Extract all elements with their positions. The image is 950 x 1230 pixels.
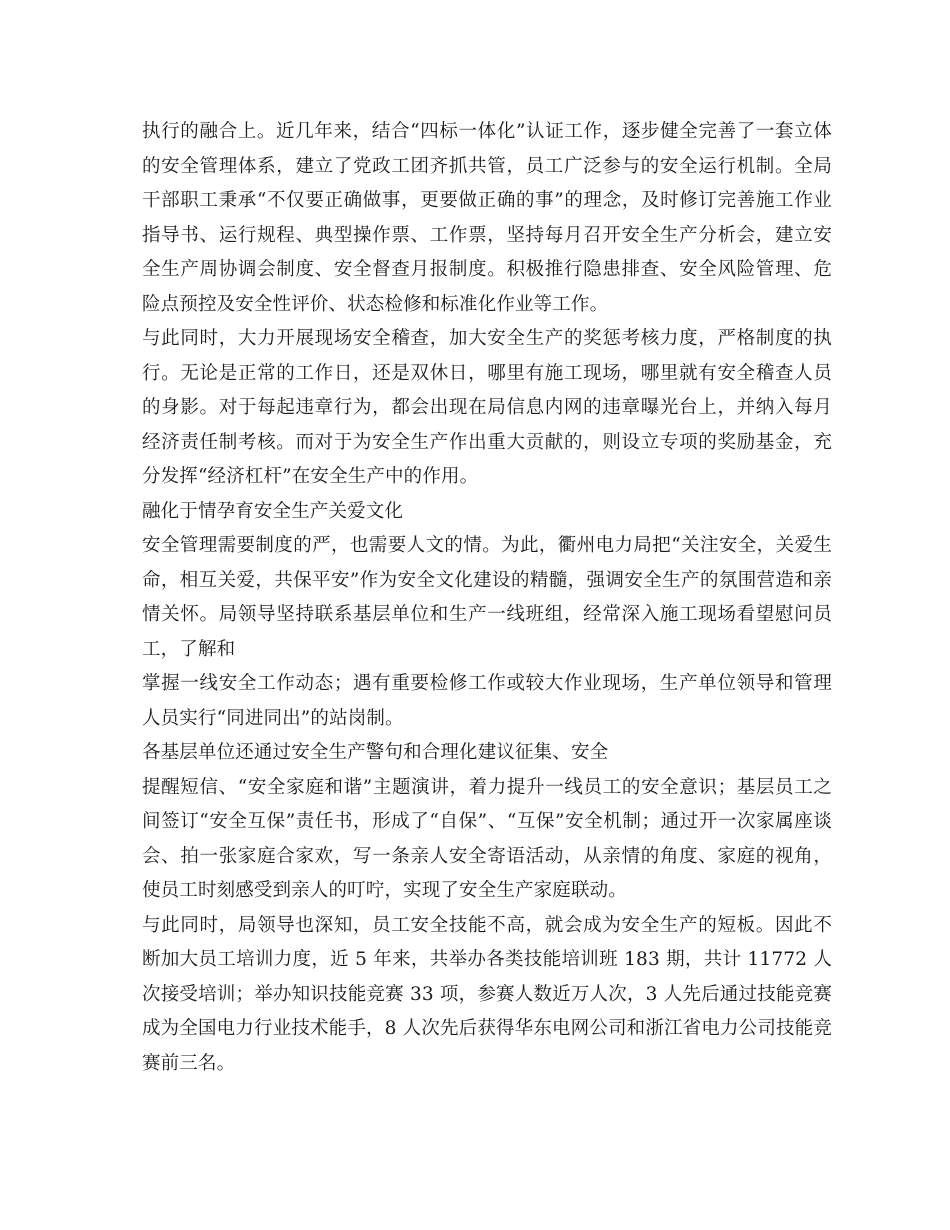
paragraph-humanistic-care: 安全管理需要制度的严，也需要人文的情。为此，衢州电力局把“关注安全，关爱生命，相互关爱，共保平安”作为安全文化建设的精髓，强调安全生产的氛围营造和亲情关怀。局领导坚持联系基层单位和生产一线班组，经常深入施工现场看望慰问员工，了解和: [142, 535, 832, 660]
paragraph-safety-management-system: 执行的融合上。近几年来，结合“四标一体化”认证工作，逐步健全完善了一套立体的安全管理体系，建立了党政工团齐抓共管，员工广泛参与的安全运行机制。全局干部职工秉承“不仅要正确做事，更要做正确的事”的理念，及时修订完善施工作业指导书、运行规程、典型操作票、工作票，坚持每月召开安全生产分析会，建立安全生产周协调会制度、安全督查月报制度。积极推行隐患排查、安全风险管理、危险点预控及安全性评价、状态检修和标准化作业等工作。: [142, 121, 832, 315]
paragraph-family-linkage: 提醒短信、“安全家庭和谐”主题演讲，着力提升一线员工的安全意识；基层员工之间签订“安全互保”责任书，形成了“自保”、“互保”安全机制；通过开一次家属座谈会、拍一张家庭合家欢，写一条亲人安全寄语活动，从亲情的角度、家庭的视角，使员工时刻感受到亲人的叮咛，实现了安全生产家庭联动。: [142, 776, 832, 901]
paragraph-skills-training: 与此同时，局领导也深知，员工安全技能不高，就会成为安全生产的短板。因此不断加大员工培训力度，近 5 年来，共举办各类技能培训班 183 期，共计 11772 人次接受培训；举办知识技能竞赛 33 项，参赛人数近万人次，3 人先后通过技能竞赛成为全国电力行业技术能手，8 人次先后获得华东电网公司和浙江省电力公司技能竞赛前三名。: [142, 914, 832, 1074]
paragraph-safety-inspection: 与此同时，大力开展现场安全稽查，加大安全生产的奖惩考核力度，严格制度的执行。无论是正常的工作日，还是双休日，哪里有施工现场，哪里就有安全稽查人员的身影。对于每起违章行为，都会出现在局信息内网的违章曝光台上，并纳入每月经济责任制考核。而对于为安全生产作出重大贡献的，则设立专项的奖励基金，充分发挥“经济杠杆”在安全生产中的作用。: [142, 328, 832, 487]
paragraph-grassroots-units: 各基层单位还通过安全生产警句和合理化建议征集、安全: [142, 742, 609, 763]
paragraph-frontline-dynamics: 掌握一线安全工作动态；遇有重要检修工作或较大作业现场，生产单位领导和管理人员实行“同进同出”的站岗制。: [142, 673, 832, 729]
section-heading-care-culture: 融化于情孕育安全生产关爱文化: [142, 500, 404, 522]
document-body: [142, 115, 832, 1081]
